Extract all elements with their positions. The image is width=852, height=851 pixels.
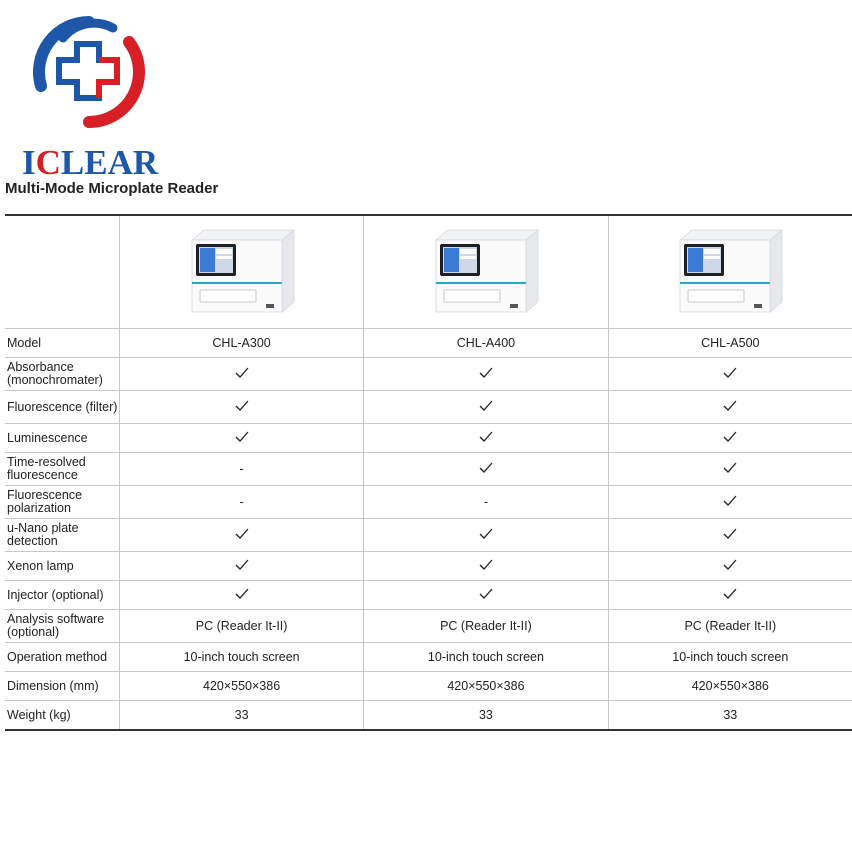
check-cell (364, 424, 608, 453)
value-cell: PC (Reader It-II) (364, 610, 608, 643)
row-label: Injector (optional) (5, 581, 119, 610)
check-icon (723, 431, 737, 443)
microplate-reader-image (430, 226, 542, 316)
check-cell (608, 358, 852, 391)
check-cell (119, 424, 363, 453)
table-row (5, 672, 852, 701)
check-icon (723, 528, 737, 540)
check-cell (364, 581, 608, 610)
table-row (5, 391, 852, 424)
value-cell: CHL-A500 (608, 329, 852, 358)
row-label: Fluorescence (filter) (5, 391, 119, 424)
check-icon (723, 559, 737, 571)
row-label: Analysis software (optional) (5, 610, 119, 643)
value-cell: 420×550×386 (364, 672, 608, 701)
table-row (5, 701, 852, 731)
check-icon (479, 367, 493, 379)
value-cell: 33 (364, 701, 608, 731)
check-icon (235, 431, 249, 443)
check-icon (723, 367, 737, 379)
row-label: Dimension (mm) (5, 672, 119, 701)
check-icon (479, 431, 493, 443)
image-row-label (5, 215, 119, 329)
check-cell (608, 581, 852, 610)
check-icon (235, 559, 249, 571)
check-icon (479, 462, 493, 474)
row-label: Fluorescence polarization (5, 486, 119, 519)
value-cell: PC (Reader It-II) (119, 610, 363, 643)
row-label: Absorbance (monochromater) (5, 358, 119, 391)
check-icon (479, 400, 493, 412)
table-row (5, 358, 852, 391)
check-icon (235, 400, 249, 412)
brand-name: ICLEAR (22, 143, 159, 182)
check-icon (723, 588, 737, 600)
check-icon (723, 495, 737, 507)
check-cell (119, 519, 363, 552)
check-cell (608, 391, 852, 424)
value-cell: 10-inch touch screen (364, 643, 608, 672)
table-row (5, 453, 852, 486)
value-cell: 33 (119, 701, 363, 731)
check-cell (364, 519, 608, 552)
row-label: Luminescence (5, 424, 119, 453)
table-row (5, 486, 852, 519)
check-icon (479, 559, 493, 571)
check-cell (608, 486, 852, 519)
value-cell: 10-inch touch screen (608, 643, 852, 672)
check-cell (364, 358, 608, 391)
dash-cell: - (119, 486, 363, 519)
check-icon (235, 528, 249, 540)
product-image-row (5, 215, 852, 329)
table-row (5, 581, 852, 610)
table-row (5, 519, 852, 552)
table-row (5, 552, 852, 581)
check-icon (723, 400, 737, 412)
check-cell (608, 424, 852, 453)
value-cell: 420×550×386 (119, 672, 363, 701)
table-row (5, 643, 852, 672)
row-label: Weight (kg) (5, 701, 119, 731)
value-cell: CHL-A400 (364, 329, 608, 358)
check-cell (608, 519, 852, 552)
dash-cell: - (119, 453, 363, 486)
check-cell (364, 453, 608, 486)
spec-table (5, 214, 852, 731)
check-icon (235, 367, 249, 379)
table-row (5, 424, 852, 453)
row-label: Xenon lamp (5, 552, 119, 581)
check-cell (608, 552, 852, 581)
medical-cross-logo-icon (33, 16, 145, 128)
value-cell: 420×550×386 (608, 672, 852, 701)
check-cell (364, 391, 608, 424)
dash-cell: - (364, 486, 608, 519)
check-cell (119, 391, 363, 424)
check-icon (235, 588, 249, 600)
check-icon (479, 528, 493, 540)
row-label: Model (5, 329, 119, 358)
product-image-cell (119, 215, 363, 329)
microplate-reader-image (186, 226, 298, 316)
table-row (5, 610, 852, 643)
value-cell: 33 (608, 701, 852, 731)
row-label: Operation method (5, 643, 119, 672)
microplate-reader-image (674, 226, 786, 316)
value-cell: PC (Reader It-II) (608, 610, 852, 643)
brand-logo (22, 16, 168, 182)
table-row (5, 329, 852, 358)
check-cell (119, 358, 363, 391)
check-cell (364, 552, 608, 581)
product-image-cell (364, 215, 608, 329)
check-cell (119, 581, 363, 610)
check-icon (723, 462, 737, 474)
page-title: Multi-Mode Microplate Reader (5, 180, 219, 197)
row-label: u-Nano plate detection (5, 519, 119, 552)
check-icon (479, 588, 493, 600)
value-cell: CHL-A300 (119, 329, 363, 358)
check-cell (119, 552, 363, 581)
check-cell (608, 453, 852, 486)
row-label: Time-resolved fluorescence (5, 453, 119, 486)
value-cell: 10-inch touch screen (119, 643, 363, 672)
product-image-cell (608, 215, 852, 329)
